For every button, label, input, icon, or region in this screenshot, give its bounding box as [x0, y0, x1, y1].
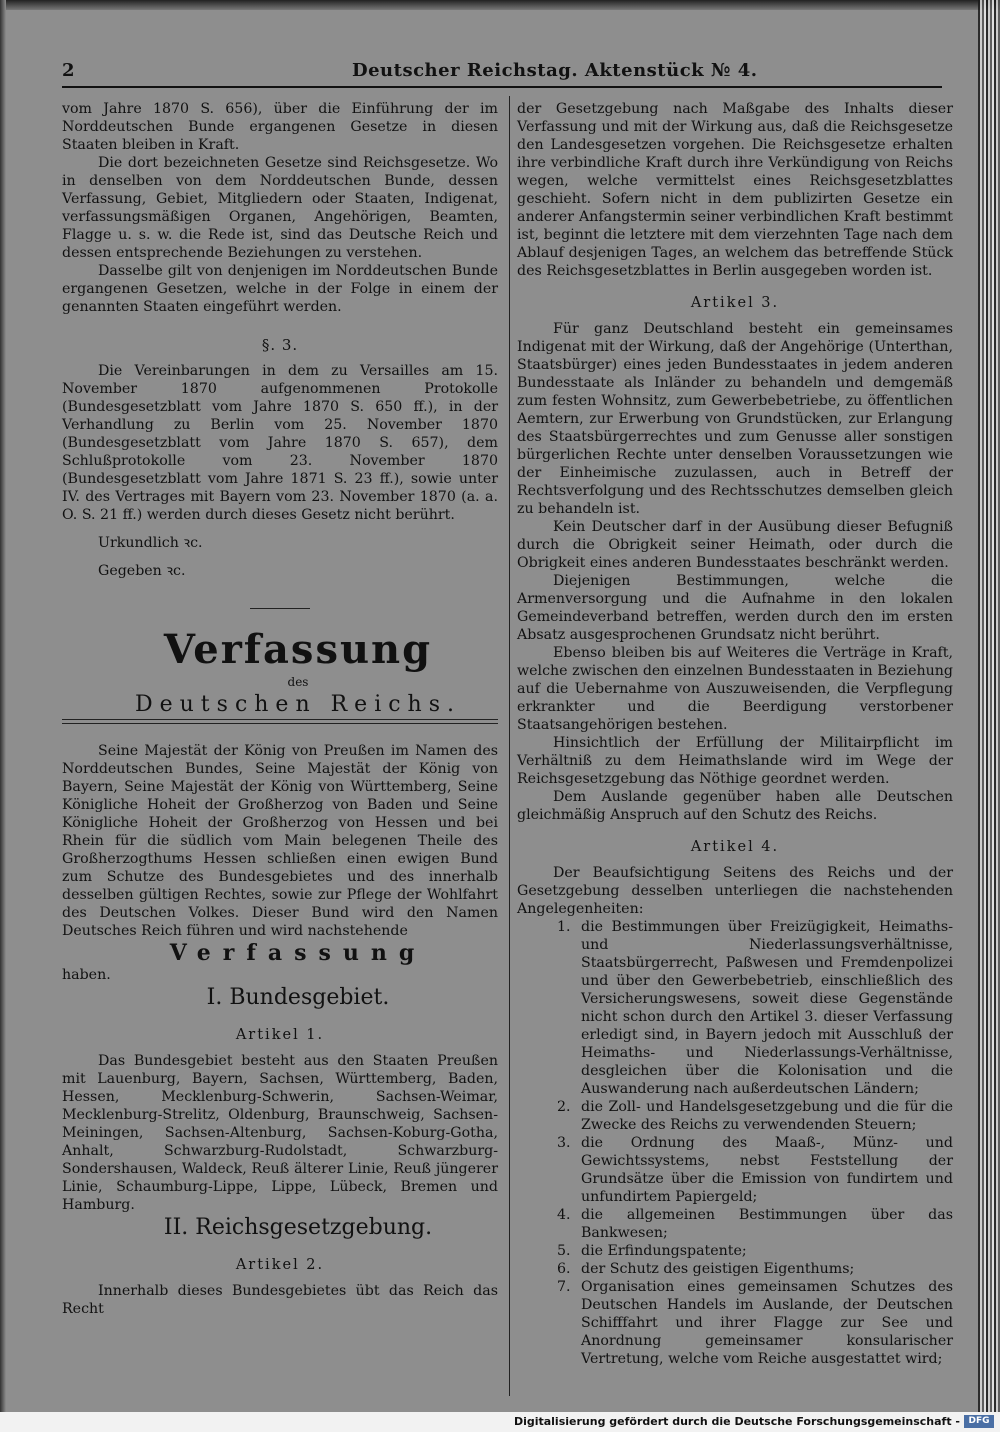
right-column [517, 100, 953, 1368]
section-title-bundesgebiet: I. Bundesgebiet. [206, 985, 390, 1010]
closing-line: Gegeben ꝛc. [98, 563, 186, 579]
footer-credit: Digitalisierung gefördert durch die Deutsche Forschungsgemeinschaft - [513, 1415, 960, 1428]
section-heading-par3: §. 3. [261, 336, 299, 354]
article-heading: Artikel 2. [235, 1257, 325, 1273]
article-heading: Artikel 4. [690, 839, 780, 855]
running-title: Deutscher Reichstag. Aktenstück № 4. [352, 60, 758, 81]
document-subtitle: Deutschen Reichs. [134, 692, 462, 717]
document-title: Verfassung [163, 626, 433, 673]
paragraph: Hinsichtlich der Erfüllung der Militairpflicht im Verhältniß zu dem Heimathslande wird im Wege der Reichsgesetzgebung das Nöthige geordnet werden. [517, 735, 953, 787]
article-heading: Artikel 3. [690, 295, 780, 311]
article-heading: Artikel 1. [235, 1027, 325, 1043]
verfassung-heading: Verfassung [169, 940, 427, 966]
title-double-rule [62, 719, 498, 724]
paragraph: Kein Deutscher darf in der Ausübung dieser Befugniß durch die Obrigkeit seiner Heimath, oder durch die Obrigkeit eines anderen Bundesstaates beschränkt werden. [517, 519, 953, 571]
scan-edge-top [0, 0, 1000, 10]
paragraph: Das Bundesgebiet besteht aus den Staaten Preußen mit Lauenburg, Bayern, Sachsen, Württemberg, Baden, Hessen, Mecklenburg-Schwerin, Sachsen-Weimar, Mecklenburg-Strelitz, Oldenburg, Braunschweig, Sachsen-Meiningen, Sachsen-Altenburg, Sachsen-Koburg-Gotha, Anhalt, Schwarzburg-Rudolstadt, Schwarzburg-Sondershausen, Waldeck, Reuß älterer Linie, Reuß jüngerer Linie, Schaumburg-Lippe, Lippe, Lübeck, Bremen und Hamburg. [62, 1053, 498, 1213]
preamble: Seine Majestät der König von Preußen im Namen des Norddeutschen Bundes, Seine Majestät der König von Bayern, Seine Majestät der König von Württemberg, Seine Königliche Hoheit der Großherzog von Baden und Seine Königliche Hoheit der Großherzog von Hessen und bei Rhein für die südlich vom Main belegenen Theile des Großherzogthums Hessen schließen einen ewigen Bund zum Schutze des Bundesgebietes und des innerhalb desselben gültigen Rechtes, sowie zur Pflege der Wohlfahrt des Deutschen Volkes. Dieser Bund wird den Namen Deutsches Reich führen und wird nachstehende [62, 743, 498, 939]
dfg-logo: DFG [964, 1415, 994, 1428]
list-item: 5. die Erfindungspatente; [557, 1243, 747, 1259]
paragraph: Ebenso bleiben bis auf Weiteres die Verträge in Kraft, welche zwischen den einzelnen Bundesstaaten in Beziehung auf die Uebernahme von Auszuweisenden, die Verpflegung erkrankter und die Beerdigung verstorbener Staatsangehörigen bestehen. [517, 645, 953, 733]
footer-bar [0, 1412, 1000, 1432]
section-title-reichsgesetzgebung: II. Reichsgesetzgebung. [163, 1215, 433, 1240]
page-header [62, 58, 942, 88]
paragraph: Die dort bezeichneten Gesetze sind Reichsgesetze. Wo in denselben von dem Norddeutschen Bunde, dessen Verfassung, Gebiet, Mitgliedern oder Staaten, Indigenat, verfassungsmäßigen Organen, Angehörigen, Beamten, Flagge u. s. w. die Rede ist, sind das Deutsche Reich und dessen entsprechende Beziehungen zu verstehen. [62, 155, 498, 261]
list-item: 7. Organisation eines gemeinsamen Schutzes des Deutschen Handels im Auslande, der Deutschen Schifffahrt und ihrer Flagge zur See und Anordnung gemeinsamer konsularischer Vertretung, welche vom Reiche ausgestattet wird; [557, 1279, 953, 1367]
left-column [62, 100, 498, 1318]
paragraph: Für ganz Deutschland besteht ein gemeinsames Indigenat mit der Wirkung, daß der Angehörige (Unterthan, Staatsbürger) eines jeden Bundesstaates in jedem anderen Bundesstaate als Inländer zu behandeln und demgemäß zum festen Wohnsitz, zum Gewerbebetriebe, zu öffentlichen Aemtern, zur Erwerbung von Grundstücken, zur Erlangung des Staatsbürgerrechtes und zum Genusse aller sonstigen bürgerlichen Rechte unter denselben Voraussetzungen wie der Einheimische zuzulassen, auch in Betreff der Rechtsverfolgung und des Rechtsschutzes demselben gleich zu behandeln ist. [517, 321, 953, 517]
paragraph: Die Vereinbarungen in dem zu Versailles am 15. November 1870 aufgenommenen Protokolle (Bundesgesetzblatt vom Jahre 1870 S. 650 ff.), in der Verhandlung zu Berlin vom 25. November 1870 (Bundesgesetzblatt vom Jahre 1870 S. 657), dem Schlußprotokolle vom 23. November 1870 (Bundesgesetzblatt vom Jahre 1871 S. 23 ff.), sowie unter IV. des Vertrages mit Bayern vom 23. November 1870 (a. a. O. S. 21 ff.) werden durch dieses Gesetz nicht berührt. [62, 363, 498, 523]
column-divider [509, 96, 510, 1396]
page-number: 2 [62, 60, 75, 81]
preamble-end: haben. [62, 967, 111, 983]
list-item: 6. der Schutz des geistigen Eigenthums; [557, 1261, 855, 1277]
short-divider [250, 608, 310, 609]
paragraph: Diejenigen Bestimmungen, welche die Armenversorgung und die Aufnahme in den lokalen Gemeindeverband betreffen, werden durch den im ersten Absatz ausgesprochenen Grundsatz nicht berührt. [517, 573, 953, 643]
title-connector: des [287, 675, 309, 689]
paragraph: Der Beaufsichtigung Seitens des Reichs und der Gesetzgebung desselben unterliegen die nachstehenden Angelegenheiten: [517, 865, 953, 917]
list-item: 4. die allgemeinen Bestimmungen über das Bankwesen; [557, 1207, 953, 1241]
list-item: 3. die Ordnung des Maaß-, Münz- und Gewichtssystems, nebst Feststellung der Grundsätze über die Emission von fundirtem und unfundirtem Papiergeld; [557, 1135, 953, 1205]
scan-edge-right [978, 0, 1000, 1432]
paragraph: Dem Auslande gegenüber haben alle Deutschen gleichmäßig Anspruch auf den Schutz des Reichs. [517, 789, 953, 823]
scan-edge-left [0, 0, 6, 1432]
list-item: 1. die Bestimmungen über Freizügigkeit, Heimaths- und Niederlassungsverhältnisse, Staatsbürgerrecht, Paßwesen und Fremdenpolizei und über den Gewerbebetrieb, einschließlich des Versicherungswesens, soweit diese Gegenstände nicht schon durch den Artikel 3. dieser Verfassung erledigt sind, in Bayern jedoch mit Ausschluß der Heimaths- und Niederlassungs-Verhältnisse, desgleichen über die Kolonisation und die Auswanderung nach außerdeutschen Ländern; [557, 919, 953, 1097]
paragraph: vom Jahre 1870 S. 656), über die Einführung der im Norddeutschen Bunde ergangenen Gesetze in diesen Staaten bleiben in Kraft. [62, 101, 498, 153]
list-item: 2. die Zoll- und Handelsgesetzgebung und die für die Zwecke des Reichs zu verwendenden Steuern; [557, 1099, 953, 1133]
article-4-list [517, 918, 953, 1368]
paragraph: Innerhalb dieses Bundesgebietes übt das Reich das Recht [62, 1283, 498, 1317]
paragraph: der Gesetzgebung nach Maßgabe des Inhalts dieser Verfassung und mit der Wirkung aus, daß die Reichsgesetze den Landesgesetzen vorgehen. Die Reichsgesetze erhalten ihre verbindliche Kraft durch ihre Verkündigung von Reichs wegen, welche vermittelst eines Reichsgesetzblattes geschieht. Sofern nicht in dem publizirten Gesetze ein anderer Anfangstermin seiner verbindlichen Kraft bestimmt ist, beginnt die letztere mit dem vierzehnten Tage nach dem Ablauf desjenigen Tages, an welchem das betreffende Stück des Reichsgesetzblattes in Berlin ausgegeben worden ist. [517, 101, 953, 279]
closing-line: Urkundlich ꝛc. [98, 535, 203, 551]
paragraph: Dasselbe gilt von denjenigen im Norddeutschen Bunde ergangenen Gesetzen, welche in der Folge in einem der genannten Staaten eingeführt werden. [62, 263, 498, 315]
